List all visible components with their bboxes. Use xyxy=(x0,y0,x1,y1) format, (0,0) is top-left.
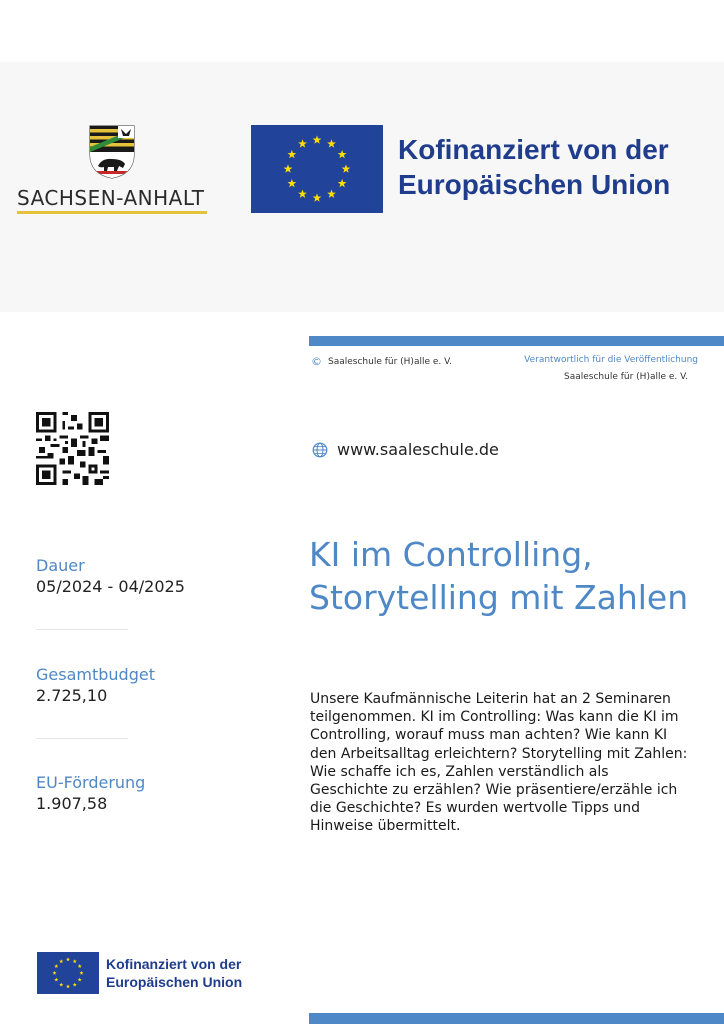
duration-value: 05/2024 - 04/2025 xyxy=(36,577,185,596)
footer-eu-funding-text xyxy=(106,955,242,991)
meta-divider xyxy=(36,738,128,739)
state-underline xyxy=(17,211,207,214)
eu-flag-icon xyxy=(37,952,99,994)
eu-funding-text xyxy=(398,132,670,202)
website-line xyxy=(312,440,499,459)
state-name: SACHSEN-ANHALT xyxy=(17,186,205,210)
globe-icon xyxy=(312,442,328,458)
responsible-value: Saaleschule für (H)alle e. V. xyxy=(564,372,688,382)
eu-funding-value: 1.907,58 xyxy=(36,794,108,813)
meta-divider xyxy=(36,629,128,630)
footer-eu-funding-line1: Kofinanziert von der xyxy=(106,956,242,972)
project-description: Unsere Kaufmännische Leiterin hat an 2 Seminaren teilgenommen. KI im Controlling: Was kann die KI im Controlling, worauf muss man achten? Wie kann KI den Arbeitsalltag erleichtern? Storytelling mit Zahlen: Wie schaffe ich es, Zahlen verständlich als Geschichte zu erzählen? Wie präsentiere/erzähle ich die Geschichte? Es wurden wertvolle Tipps und Hinweise übermittelt. xyxy=(310,691,688,835)
copyright-icon: © xyxy=(311,355,322,368)
website-link[interactable]: www.saaleschule.de xyxy=(337,440,499,459)
duration-label: Dauer xyxy=(36,556,85,575)
coat-of-arms-icon xyxy=(88,124,136,180)
eu-flag-icon xyxy=(251,125,383,213)
responsible-label: Verantwortlich für die Veröffentlichung xyxy=(524,355,698,365)
eu-funding-label: EU-Förderung xyxy=(36,773,146,792)
qr-code-icon[interactable] xyxy=(36,412,109,485)
budget-value: 2.725,10 xyxy=(36,686,108,705)
budget-label: Gesamtbudget xyxy=(36,665,155,684)
eu-funding-line2: Europäischen Union xyxy=(398,169,671,200)
top-accent-bar xyxy=(309,336,724,346)
copyright-holder: Saaleschule für (H)alle e. V. xyxy=(328,356,452,367)
copyright-line xyxy=(311,355,452,368)
project-title: KI im Controlling, Storytelling mit Zahlen xyxy=(309,535,689,617)
eu-funding-line1: Kofinanziert von der xyxy=(398,134,669,165)
footer-eu-funding-line2: Europäischen Union xyxy=(106,974,243,990)
bottom-accent-bar xyxy=(309,1013,724,1024)
